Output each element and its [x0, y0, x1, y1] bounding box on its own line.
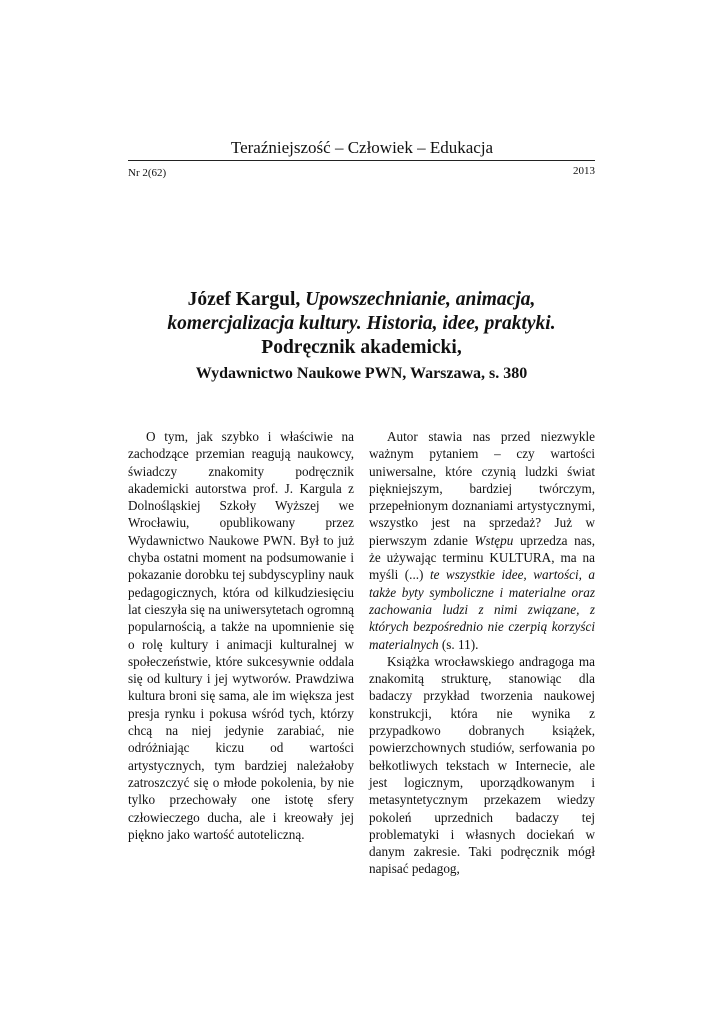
text-run: uprzedza nas, że używając terminu KULTURA, ma na myśli (...)	[369, 532, 596, 583]
body-paragraph	[369, 428, 595, 653]
book-title-part-2: komercjalizacja kultury. Historia, idee, praktyki.	[167, 313, 556, 334]
italic-word: Wstępu	[474, 532, 514, 548]
text-run: Autor stawia nas przed niezwykle ważnym pytaniem – czy wartości uniwersalne, które czynią ludzki świat piękniejszym, bardziej twórczym, przepełnionym doznaniami artystycznymi, wszystko jest na sprzedaż? Już w pierwszym zdanie	[369, 429, 595, 548]
citation: (s. 11).	[441, 636, 479, 652]
book-author: Józef Kargul,	[187, 289, 301, 310]
header-rule	[128, 160, 595, 161]
journal-title: Teraźniejszość – Człowiek – Edukacja	[230, 138, 494, 157]
body-paragraph: Książka wrocławskiego andragoga ma znakomitą strukturę, stanowiąc dla badaczy przykład tworzenia naukowej konstrukcji, która nie wynika z przypadkowo dobranych książek, powierzchownych studiów, serfowania po bełkotliwych tekstach w Internecie, ale jest logicznym, uporządkowanym i metasyntetycznym przekazem wiedzy pokoleń uprzednich badaczy tej problematyki i własnych dociekań w danym zakresie. Taki podręcznik mógł napisać pedagog,	[369, 653, 595, 877]
issue-number: Nr 2(62)	[128, 167, 167, 179]
book-subtitle: Podręcznik akademicki,	[261, 337, 462, 358]
book-title-part-1: Upowszechnianie, animacja,	[305, 289, 536, 310]
review-title	[128, 288, 595, 360]
quotation: te wszystkie idee, wartości, a także byty symboliczne i materialne oraz zachowania ludzi z nimi związane, z których bezpośrednio nie czerpią korzyści materialnych	[369, 567, 595, 652]
title-line-1	[128, 288, 595, 312]
publication-info: Wydawnictwo Naukowe PWN, Warszawa, s. 380	[195, 365, 528, 382]
body-paragraph: O tym, jak szybko i właściwie na zachodzące przemian reagują naukowcy, świadczy znakomity podręcznik akademicki autorstwa prof. J. Kargula z Dolnośląskiej Szkoły Wyższej we Wrocławiu, opublikowany przez Wydawnictwo Naukowe PWN. Był to już chyba ostatni moment na podsumowanie i pokazanie dorobku tej subdyscypliny nauk pedagogicznych, która od kilkudziesięciu lat cieszyła się na uniwersytetach ogromną popularnością, a także na upomnienie się o rolę kultury i animacji kulturalnej w społeczeństwie, które sukcesywnie oddala się od kultury i jej wytworów. Prawdziwa kultura broni się sama, ale im większa jest presja rynku i pokusa wśród tych, którzy chcą na niej jedynie zarabiać, nie odróżniając kiczu od wartości artystycznych, tym bardziej należałoby zatroszczyć się o młode pokolenia, by nie tylko przechowały one istotę sfery człowieczego ducha, ale i kreowały jej piękno jako wartość autoteliczną.	[128, 429, 354, 842]
left-column	[128, 428, 354, 843]
right-column	[369, 428, 595, 878]
issue-year: 2013	[573, 165, 595, 177]
